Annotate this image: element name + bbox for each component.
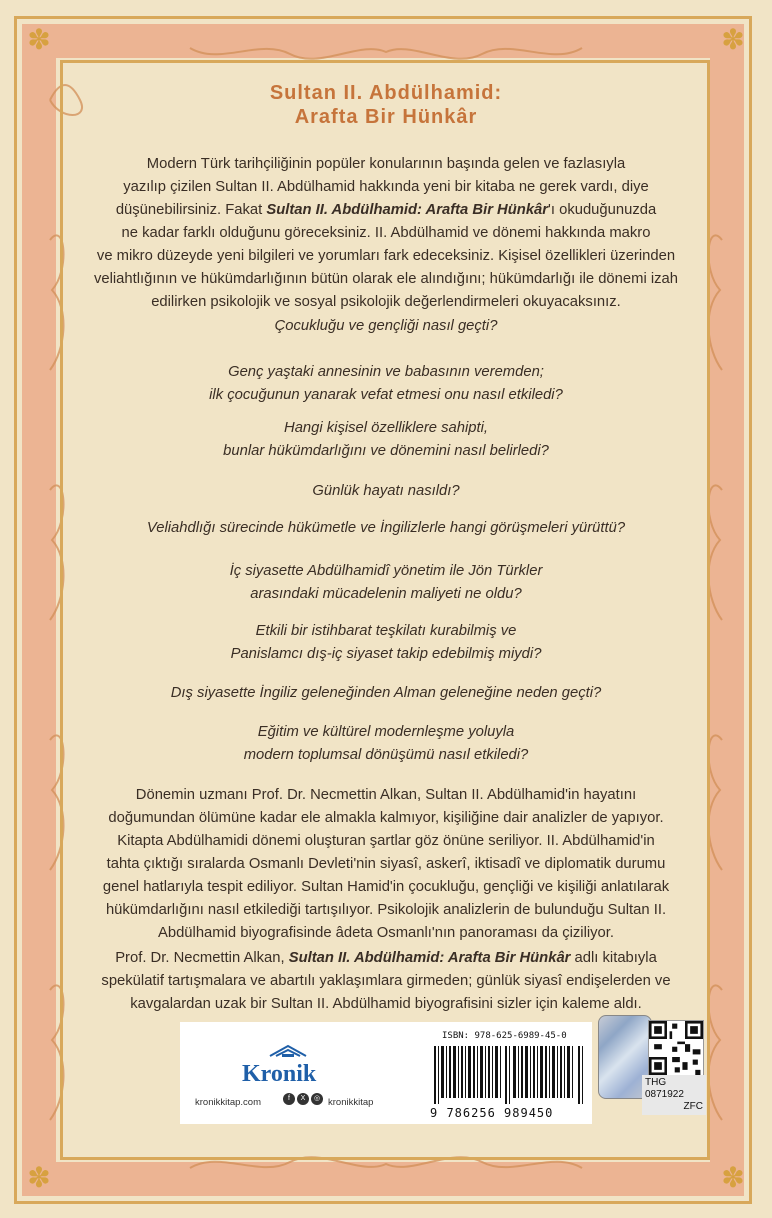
instagram-icon: ◎ (311, 1093, 323, 1105)
intro-line: düşünebilirsiniz. Fakat Sultan II. Abdülhamid: Arafta Bir Hünkâr'ı okuduğunuzda (115, 202, 657, 218)
question-2 (85, 361, 687, 407)
intro-paragraph (85, 153, 687, 314)
book-title-line1: Sultan II. Abdülhamid: (269, 82, 503, 104)
question-6 (85, 560, 687, 606)
closing-paragraph (85, 947, 687, 1016)
question-9 (85, 721, 687, 767)
book-stack-icon (268, 1042, 308, 1058)
question-line: Eğitim ve kültürel modernleşme yoluyla (257, 724, 515, 740)
question-line: İç siyasette Abdülhamidî yönetim ile Jön Türkler (229, 563, 543, 579)
question-line: bunlar hükümdarlığını ve dönemini nasıl belirledi? (223, 443, 549, 459)
publisher-logo: Kronik (242, 1061, 317, 1087)
question-line: Günlük hayatı nasıldı? (312, 483, 460, 499)
question-line: Panislamcı dış-iç siyaset takip edebilmiş miydi? (230, 646, 542, 662)
intro-line: edilirken psikolojik ve sosyal psikolojik değerlendirmeleri okuyacaksınız. (151, 294, 621, 310)
question-line: Etkili bir istihbarat teşkilatı kurabilmiş ve (255, 623, 517, 639)
body-line: Dönemin uzmanı Prof. Dr. Necmettin Alkan, Sultan II. Abdülhamid'in hayatını (135, 787, 637, 803)
body-line: genel hatlarıyla tespit ediliyor. Sultan Hamid'in çocukluğu, gençliği ve kişiliği anlatılarak (102, 879, 670, 895)
closing-line: Prof. Dr. Necmettin Alkan, Sultan II. Abdülhamid: Arafta Bir Hünkâr adlı kitabıyla (115, 950, 657, 966)
body-paragraph (85, 784, 687, 945)
barcode-number: 9 786256 989450 (430, 1106, 554, 1120)
intro-line: ne kadar farklı olduğunu göreceksiniz. II. Abdülhamid ve dönemi hakkında makro (121, 225, 651, 241)
question-3 (85, 417, 687, 463)
sticker-suffix: ZFC (683, 1101, 703, 1112)
intro-line: veliahtlığının ve hükümdarlığının bütün olarak ele alındığını; hükümdarlığı ile dönemi izah (93, 271, 678, 287)
closing-line: kavgalardan uzak bir Sultan II. Abdülhamid biyografisini sizler için kaleme aldı. (130, 996, 642, 1012)
intro-line: Modern Türk tarihçiliğinin popüler konularının başında gelen ve fazlasıyla (146, 156, 626, 172)
question-1 (85, 315, 687, 338)
question-8 (85, 682, 687, 705)
x-icon: X (297, 1093, 309, 1105)
question-line: modern toplumsal dönüşümü nasıl etkiledi? (243, 747, 529, 763)
body-line: Kitapta Abdülhamidi dönemi oluşturan şartlar göz önüne seriliyor. II. Abdülhamid'in (117, 833, 655, 849)
question-7 (85, 620, 687, 666)
corner-ornament-top-left: ✽ (27, 25, 51, 56)
body-line: Abdülhamid biyografisinde âdeta Osmanlı'nın panoraması da çiziliyor. (157, 925, 615, 941)
question-line: Dış siyasette İngiliz geleneğinden Alman geleneğine neden geçti? (170, 685, 602, 701)
question-line: arasındaki mücadelenin maliyeti ne oldu? (250, 586, 522, 602)
isbn-label: ISBN: 978-625-6989-45-0 (442, 1031, 567, 1041)
question-line: Hangi kişisel özelliklere sahipti, (284, 420, 488, 436)
question-4 (85, 480, 687, 503)
intro-line: ve mikro düzeyde yeni bilgileri ve yorumları fark edeceksiniz. Kişisel özellikleri üzerinden (96, 248, 676, 264)
book-title-line2: Arafta Bir Hünkâr (294, 106, 478, 128)
barcode (434, 1046, 584, 1104)
corner-ornament-bottom-left: ✽ (27, 1163, 51, 1194)
facebook-icon: f (283, 1093, 295, 1105)
corner-ornament-top-right: ✽ (721, 25, 745, 56)
publisher-website: kronikkitap.com (195, 1097, 261, 1108)
body-line: doğumundan ölümüne kadar ele almakla kalmıyor, kişiliğine dair analizler de yapıyor. (108, 810, 664, 826)
qr-code (648, 1020, 704, 1076)
book-title-inline: Sultan II. Abdülhamid: Arafta Bir Hünkâr (266, 202, 549, 218)
question-line: ilk çocuğunun yanarak vefat etmesi onu nasıl etkiledi? (209, 387, 563, 403)
book-title-inline: Sultan II. Abdülhamid: Arafta Bir Hünkâr (288, 950, 571, 966)
social-icons (283, 1093, 323, 1105)
publisher-box (180, 1022, 412, 1124)
sticker-code: THG (645, 1077, 667, 1088)
closing-line: spekülatif tartışmalara ve abartılı yaklaşımlara girmeden; günlük siyasî endişelerden ve (101, 973, 671, 989)
banderol-sticker (642, 1075, 706, 1115)
question-5 (85, 517, 687, 540)
question-line: Çocukluğu ve gençliği nasıl geçti? (274, 318, 498, 334)
publisher-handle: kronikkitap (328, 1097, 374, 1108)
body-line: hükümdarlığını nasıl etkilediği tartışılıyor. Psikolojik analizlerin de bulunduğu Sultan II. (105, 902, 667, 918)
question-line: Veliahdlığı sürecinde hükümetle ve İngilizlerle hangi görüşmeleri yürüttü? (146, 520, 626, 536)
barcode-box (412, 1022, 592, 1124)
body-line: tahta çıktığı sıralarda Osmanlı Devleti'nin siyasî, askerî, iktisadî ve diplomatik durumu (106, 856, 666, 872)
question-line: Genç yaştaki annesinin ve babasının veremden; (228, 364, 544, 380)
corner-ornament-bottom-right: ✽ (721, 1163, 745, 1194)
intro-line: yazılıp çizilen Sultan II. Abdülhamid hakkında yeni bir kitaba ne gerek vardı, diye (123, 179, 649, 195)
sticker-number: 0871922 (645, 1089, 684, 1100)
